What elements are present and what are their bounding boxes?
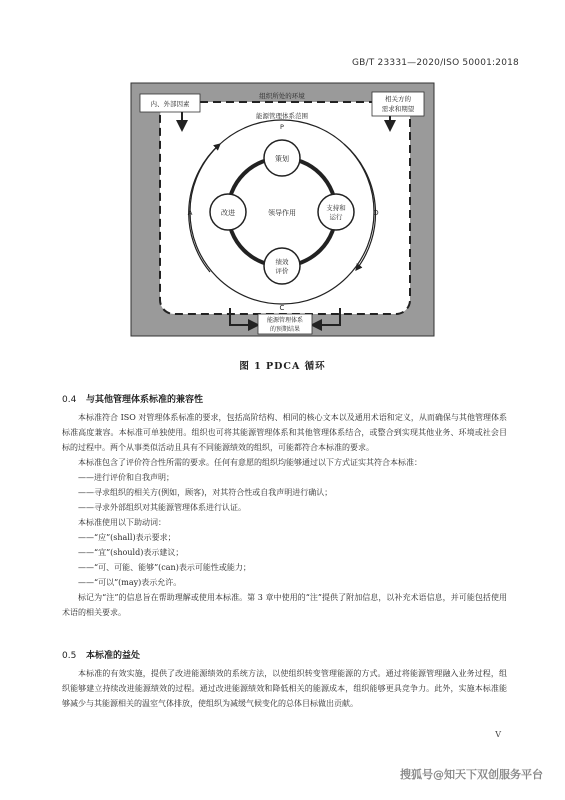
evaluation-label-2: 评价 [275,267,289,275]
section-0-4-heading [62,392,203,405]
external-issues-label: 内、外部因素 [150,100,190,108]
paragraph: 本标准包含了评价符合性所需的要求。任何有意愿的组织均能够通过以下方式证实其符合本标准： [78,458,422,467]
evaluation-label-1: 绩效 [275,258,289,266]
support-label-1: 支持和 [326,204,346,212]
list-item: ——“可、可能、能够”(can)表示可能性或能力； [78,563,251,572]
context-label: 组织所处的环境 [259,92,305,100]
pdca-figure [130,82,435,337]
pdca-diagram [130,82,435,337]
section-0-5-body [62,666,507,711]
paragraph: 本标准的有效实施，提供了改进能源绩效的系统方法，以使组织转变管理能源的方式。通过将能源管理融入业务过程，组织能够建立持续改进能源绩效的过程。通过改进能源绩效和降低相关的能源成本，组织能够更具竞争力。此外，实施本标准能够减少与其能源相关的温室气体排放，使组织为减缓气候变化的总体目标做出贡献。 [62,669,507,708]
result-label-1: 能源管理体系 [266,317,304,324]
plan-label: 策划 [275,155,289,163]
section-number: 0.5 [62,651,77,661]
result-label-2: 的预期结果 [269,326,301,333]
letter-d: D [373,209,379,217]
watermark: 搜狐号@知天下双创服务平台 [400,768,543,781]
paragraph: 本标准使用以下助动词： [78,518,166,527]
figure-caption: 图 1 PDCA 循环 [239,361,326,372]
evaluation-node [264,248,300,284]
stakeholders-label-1: 相关方的 [385,95,411,103]
paragraph: 标记为“注”的信息旨在帮助理解或使用本标准。第 3 章中使用的“注”提供了附加信息，以补充术语信息，并可能包括使用术语的相关要求。 [62,593,507,617]
list-item: ——寻求组织的相关方(例如，顾客)，对其符合性或自我声明进行确认； [78,488,333,497]
scope-label: 能源管理体系范围 [256,112,308,120]
standard-code: GB/T 23331—2020/ISO 50001:2018 [352,58,519,68]
section-number: 0.4 [62,395,77,405]
section-0-5-heading [62,648,140,661]
paragraph: 本标准符合 ISO 对管理体系标准的要求，包括高阶结构、相同的核心文本以及通用术语和定义，从而确保与其他管理体系标准高度兼容。本标准可单独使用。组织也可将其能源管理体系和其他管理体系结合，或整合到实现其他业务、环境或社会目标的过程中。两个从事类似活动且具有不同能源绩效的组织，可能都符合本标准的要求。 [62,413,507,452]
letter-p: P [280,123,284,131]
support-label-2: 运行 [329,213,343,221]
page-number: V [495,730,501,739]
section-title: 本标准的益处 [86,651,141,661]
leadership-label: 领导作用 [268,209,296,217]
list-item: ——寻求外部组织对其能源管理体系进行认证。 [78,503,246,512]
letter-c: C [279,304,285,312]
improve-label: 改进 [221,209,235,217]
list-item: ——进行评价和自我声明； [78,473,174,482]
stakeholders-label-2: 需求和期望 [381,105,415,113]
list-item: ——“宜”(should)表示建议； [78,548,184,557]
section-title: 与其他管理体系标准的兼容性 [86,395,204,405]
list-item: ——“应”(shall)表示要求； [78,533,176,542]
list-item: ——“可以”(may)表示允许。 [78,578,182,587]
section-0-4-body [62,410,507,620]
letter-a: A [187,209,193,217]
support-node [318,194,354,230]
